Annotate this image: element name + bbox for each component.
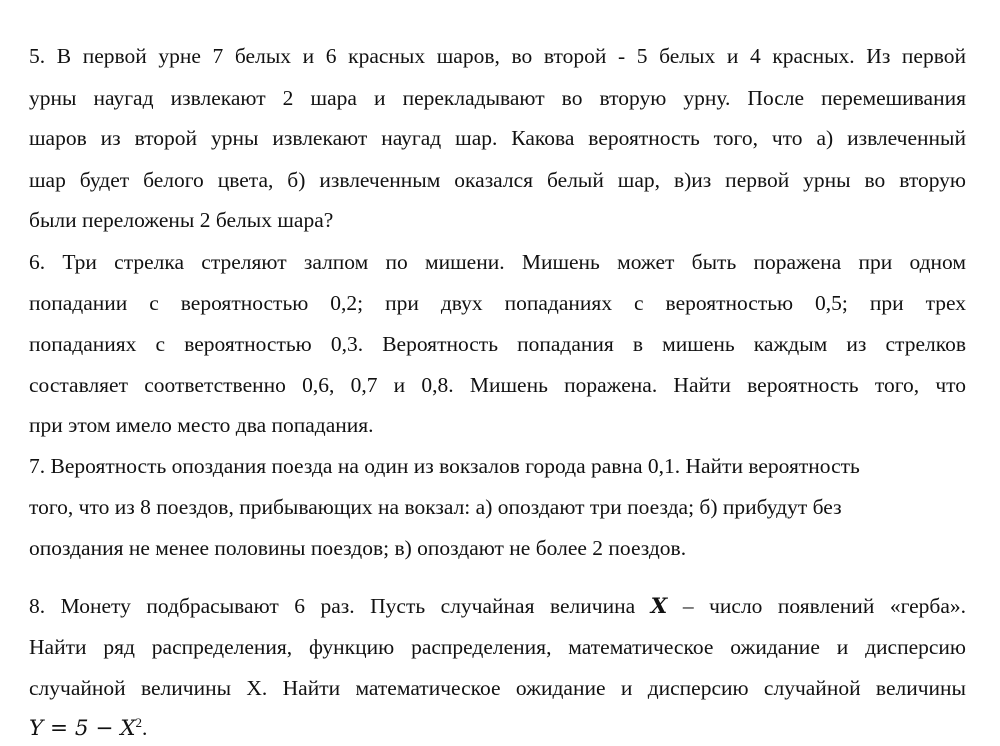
problem-8-line-1 bbox=[29, 592, 966, 621]
problem-8-line-1-end: – число появлений «герба». bbox=[667, 594, 967, 618]
problem-8-formula bbox=[29, 714, 966, 743]
problem-6-line-1: 6. Три стрелка стреляют залпом по мишени. Мишень может быть поражена при одном bbox=[29, 250, 966, 274]
problem-6-line-4: составляет соответственно 0,6, 0,7 и 0,8. Мишень поражена. Найти вероятность того, что bbox=[29, 373, 966, 397]
problem-5-line-2: урны наугад извлекают 2 шара и перекладывают во вторую урну. После перемешивания bbox=[29, 86, 966, 110]
problem-6-line-3: попаданиях с вероятностью 0,3. Вероятность попадания в мишень каждым из стрелков bbox=[29, 332, 966, 356]
formula-main: Y = 5 − X bbox=[29, 716, 136, 741]
problem-5-line-5: были переложены 2 белых шара? bbox=[29, 208, 334, 232]
problem-7-line-2: того, что из 8 поездов, прибывающих на вокзал: а) опоздают три поезда; б) прибудут без bbox=[29, 495, 842, 519]
problem-6-line-5: при этом имело место два попадания. bbox=[29, 413, 374, 437]
problem-8-line-1-start: 8. Монету подбрасывают 6 раз. Пусть случайная величина bbox=[29, 594, 651, 618]
problem-8-line-3: случайной величины X. Найти математическое ожидание и дисперсию случайной величины bbox=[29, 676, 966, 700]
problem-5-line-1: 5. В первой урне 7 белых и 6 красных шаров, во второй - 5 белых и 4 красных. Из первой bbox=[29, 44, 966, 68]
problem-5-line-4: шар будет белого цвета, б) извлеченным оказался белый шар, в)из первой урны во вторую bbox=[29, 168, 966, 192]
problem-7-line-3: опоздания не менее половины поездов; в) опоздают не более 2 поездов. bbox=[29, 536, 687, 560]
formula-end: . bbox=[142, 716, 148, 740]
problem-8-line-2: Найти ряд распределения, функцию распределения, математическое ожидание и дисперсию bbox=[29, 635, 966, 659]
problem-7-line-1: 7. Вероятность опоздания поезда на один из вокзалов города равна 0,1. Найти вероятность bbox=[29, 454, 860, 478]
problem-6-line-2: попадании с вероятностью 0,2; при двух попаданиях с вероятностью 0,5; при трех bbox=[29, 291, 966, 315]
variable-x: X bbox=[650, 594, 668, 619]
problem-5-line-3: шаров из второй урны извлекают наугад шар. Какова вероятность того, что а) извлеченный bbox=[29, 126, 966, 150]
formula-exponent: 2 bbox=[135, 715, 143, 730]
